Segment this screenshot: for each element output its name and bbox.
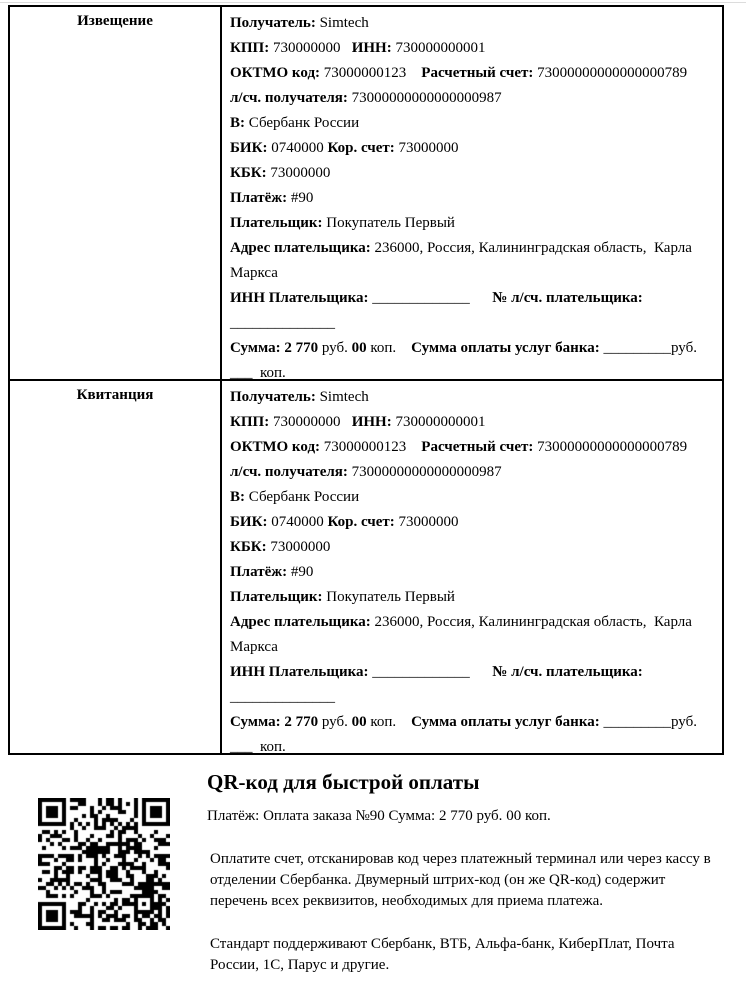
detail-line [230, 36, 714, 61]
field-value: #90 [287, 564, 314, 580]
field-value: _____________ [368, 290, 470, 306]
qr-code-icon [38, 798, 170, 930]
slip-title-cell [10, 7, 222, 379]
detail-line [230, 585, 714, 610]
field-label: Платёж: [230, 190, 288, 206]
field-value: коп. [366, 340, 397, 356]
detail-line [230, 11, 714, 36]
field-label: Сумма: 2 770 [230, 340, 319, 356]
field-value: _________руб. ___ коп. [230, 340, 705, 379]
detail-line [230, 136, 714, 161]
qr-section-title: QR-код для быстрой оплаты [207, 770, 480, 794]
field-label: 2 770 [438, 808, 473, 824]
qr-payment-section [0, 766, 746, 998]
field-label: 00 [506, 808, 522, 824]
field-value: руб. [318, 340, 352, 356]
field-value: 730000000 [269, 414, 352, 430]
slip-section-receipt [10, 379, 722, 753]
field-label: Платёж: [230, 564, 288, 580]
field-label: КБК: [230, 165, 267, 181]
field-label: КПП: [230, 40, 270, 56]
field-label: БИК: [230, 140, 268, 156]
slip-details-cell [222, 381, 722, 753]
qr-text-block [207, 766, 719, 998]
field-label: Адрес плательщика: [230, 240, 371, 256]
detail-line [230, 560, 714, 585]
field-value: 0740000 [267, 514, 328, 530]
slip-title-cell [10, 381, 222, 753]
detail-line [230, 410, 714, 435]
field-value [396, 340, 411, 356]
field-label: л/сч. получателя: [230, 464, 348, 480]
detail-line [230, 435, 714, 460]
payment-slip-table [8, 5, 724, 755]
field-value: 73000000123 [320, 439, 422, 455]
field-label: ИНН Плательщика: [230, 290, 369, 306]
field-value: 73000000000000000987 [347, 464, 502, 480]
field-label: В: [230, 115, 245, 131]
field-label: Кор. счет: [327, 514, 395, 530]
field-value: руб. [472, 808, 507, 824]
field-label: ИНН: [351, 414, 392, 430]
detail-line [230, 186, 714, 211]
field-value: 73000000 [394, 514, 459, 530]
detail-line [230, 61, 714, 86]
field-label: № л/сч. плательщика: [469, 664, 643, 680]
detail-line [230, 86, 714, 111]
page-top-divider [0, 2, 746, 3]
field-value: 73000000 [266, 165, 331, 181]
detail-line [230, 385, 714, 410]
detail-line [230, 211, 714, 236]
field-value: ______________ [230, 290, 647, 331]
detail-line [230, 111, 714, 136]
detail-line [230, 236, 714, 286]
field-value: ______________ [230, 664, 647, 705]
detail-line [230, 336, 714, 379]
field-value: 236000, Россия, Калининградская область, Карла Маркса [230, 240, 696, 281]
field-value: 730000000 [269, 40, 352, 56]
detail-line [230, 535, 714, 560]
field-value: 236000, Россия, Калининградская область, Карла Маркса [230, 614, 696, 655]
field-value: Покупатель Первый [322, 215, 455, 231]
field-label: Получатель: [230, 15, 316, 31]
field-value [396, 714, 411, 730]
qr-instructions-paragraph: Оплатите счет, отсканировав код через платежный терминал или через кассу в отделении Сбербанка. Двумерный штрих-код (он же QR-код) содержит перечень всех реквизитов, необходимых для приема платежа. [210, 851, 711, 909]
field-label: Расчетный счет: [421, 65, 534, 81]
field-value: _____________ [368, 664, 470, 680]
field-value: Simtech [315, 389, 369, 405]
qr-payment-line [207, 808, 719, 825]
field-value: 73000000000000000789 [533, 65, 688, 81]
slip-section-notice [10, 7, 722, 379]
field-value: Платёж: Оплата заказа №90 Сумма: [207, 808, 439, 824]
detail-line [230, 610, 714, 660]
field-value: 73000000000000000987 [347, 90, 502, 106]
slip-details-cell [222, 7, 722, 379]
field-label: Сумма оплаты услуг банка: [411, 714, 600, 730]
field-value: #90 [287, 190, 314, 206]
field-label: л/сч. получателя: [230, 90, 348, 106]
field-label: В: [230, 489, 245, 505]
qr-code-wrap [38, 798, 170, 930]
field-label: КПП: [230, 414, 270, 430]
field-label: Плательщик: [230, 589, 323, 605]
field-value: 0740000 [267, 140, 328, 156]
field-label: Получатель: [230, 389, 316, 405]
field-label: ОКТМО код: [230, 439, 321, 455]
field-value: _________руб. ___ коп. [230, 714, 705, 753]
detail-line [230, 510, 714, 535]
qr-standards-paragraph: Стандарт поддерживают Сбербанк, ВТБ, Альфа-банк, КиберПлат, Почта России, 1С, Парус и другие. [210, 936, 675, 973]
field-label: Кор. счет: [327, 140, 395, 156]
detail-line [230, 710, 714, 753]
field-label: Сумма оплаты услуг банка: [411, 340, 600, 356]
field-label: № л/сч. плательщика: [469, 290, 643, 306]
field-value: 73000000 [394, 140, 459, 156]
slip-title: Квитанция [76, 387, 154, 403]
field-label: БИК: [230, 514, 268, 530]
field-label: 00 [351, 714, 367, 730]
field-value: Simtech [315, 15, 369, 31]
field-label: ОКТМО код: [230, 65, 321, 81]
field-value: Покупатель Первый [322, 589, 455, 605]
detail-line [230, 660, 714, 710]
field-value: Сбербанк России [245, 489, 360, 505]
detail-line [230, 161, 714, 186]
field-label: Сумма: 2 770 [230, 714, 319, 730]
field-label: Адрес плательщика: [230, 614, 371, 630]
field-value: Сбербанк России [245, 115, 360, 131]
field-label: Плательщик: [230, 215, 323, 231]
detail-line [230, 485, 714, 510]
field-label: Расчетный счет: [421, 439, 534, 455]
field-value: 730000000001 [391, 414, 486, 430]
field-value: коп. [366, 714, 397, 730]
slip-title: Извещение [77, 13, 153, 29]
detail-line [230, 286, 714, 336]
field-label: КБК: [230, 539, 267, 555]
field-value: 73000000000000000789 [533, 439, 688, 455]
field-value: 73000000123 [320, 65, 422, 81]
field-label: ИНН: [351, 40, 392, 56]
field-label: 00 [351, 340, 367, 356]
field-value: 730000000001 [391, 40, 486, 56]
field-value: коп. [521, 808, 551, 824]
detail-line [230, 460, 714, 485]
field-value: 73000000 [266, 539, 331, 555]
field-label: ИНН Плательщика: [230, 664, 369, 680]
field-value: руб. [318, 714, 352, 730]
